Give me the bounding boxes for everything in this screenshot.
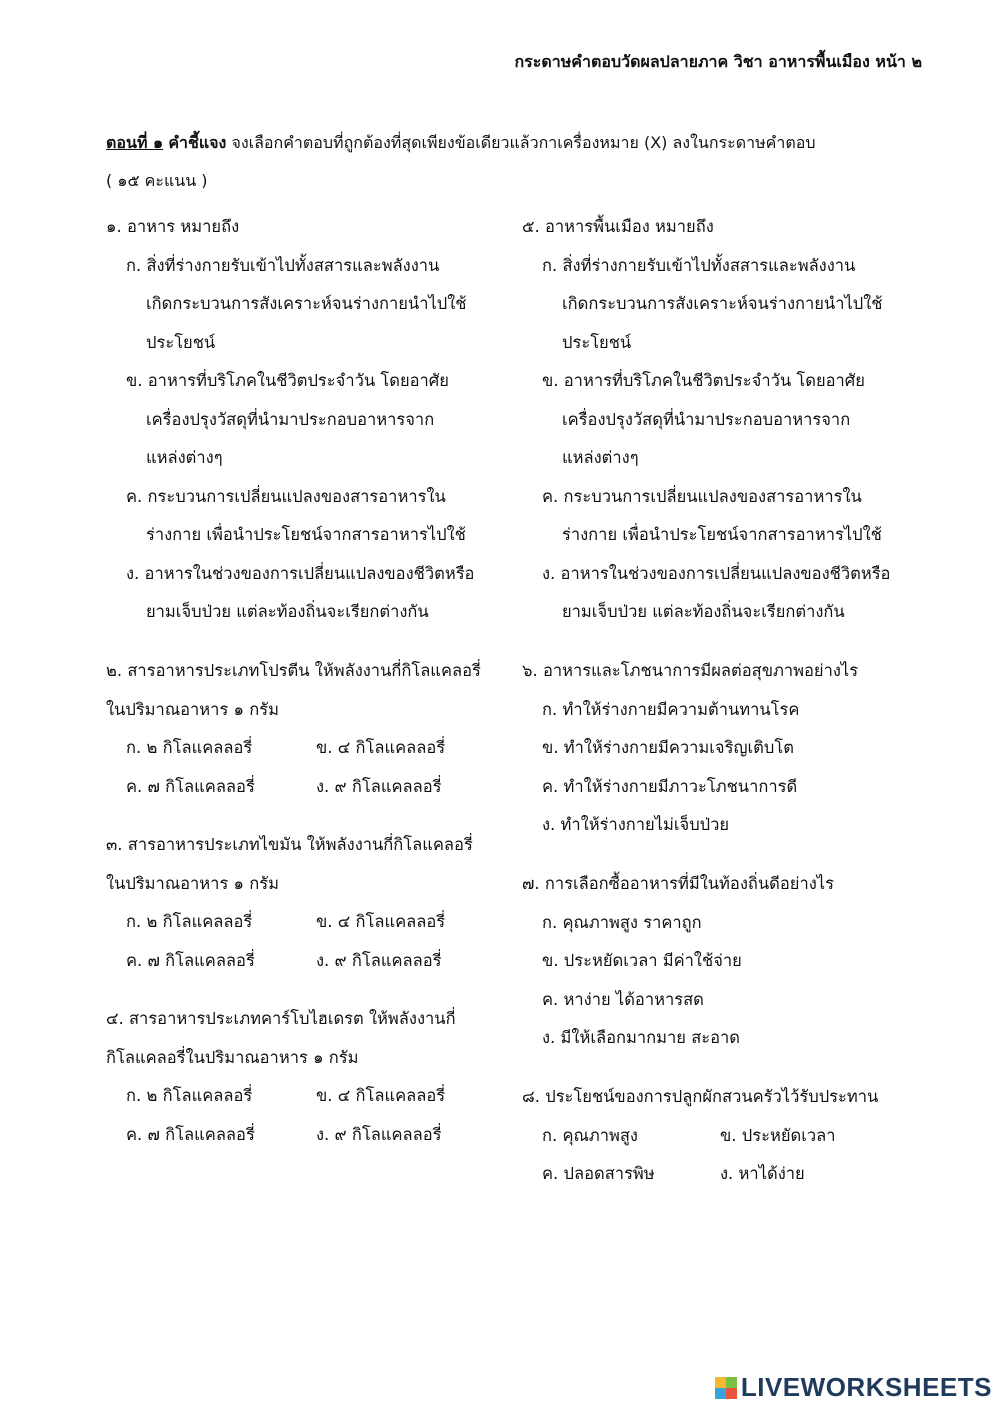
option-line: ประโยชน์: [146, 332, 216, 352]
option[interactable]: ค. ๗ กิโลแคลลอรี่: [126, 950, 255, 970]
option[interactable]: ง. ๙ กิโลแคลลอรี่: [316, 776, 442, 796]
instructions: [106, 124, 906, 200]
logo-icon: [715, 1377, 737, 1399]
option[interactable]: ง. ๙ กิโลแคลลอรี่: [316, 1124, 442, 1144]
option-line: ประโยชน์: [562, 332, 632, 352]
question-stem: ๕. อาหารพื้นเมือง หมายถึง: [522, 217, 714, 236]
brand-name: LIVEWORKSHEETS: [740, 1372, 992, 1402]
stem-line: ในปริมาณอาหาร ๑ กรัม: [106, 699, 279, 719]
option-line: แหล่งต่างๆ: [562, 448, 639, 467]
directions-text: จงเลือกคำตอบที่ถูกต้องที่สุดเพียงข้อเดียวแล้วกาเครื่องหมาย (X) ลงในกระดาษคำตอบ: [231, 133, 816, 152]
option[interactable]: ก. ๒ กิโลแคลลอรี่: [126, 1086, 253, 1105]
option[interactable]: [106, 478, 506, 555]
option[interactable]: ก. ๒ กิโลแคลลอรี่: [126, 738, 253, 757]
option[interactable]: ก. ทำให้ร่างกายมีความต้านทานโรค: [542, 699, 800, 719]
option[interactable]: [522, 362, 922, 478]
option-line: ข. อาหารที่บริโภคในชีวิตประจำวัน โดยอาศัย: [542, 371, 865, 390]
question-6: [522, 652, 922, 845]
option-line: ง. อาหารในช่วงของการเปลี่ยนแปลงของชีวิตหรือ: [126, 563, 475, 583]
directions-label: คำชี้แจง: [168, 133, 227, 152]
question-4: [106, 1000, 506, 1154]
option-line: ข. อาหารที่บริโภคในชีวิตประจำวัน โดยอาศัย: [126, 371, 449, 390]
option-line: ร่างกาย เพื่อนำประโยชน์จากสารอาหารไปใช้: [146, 525, 466, 544]
option[interactable]: ข. ประหยัดเวลา: [720, 1125, 836, 1145]
option-line: ยามเจ็บป่วย แต่ละท้องถิ่นจะเรียกต่างกัน: [562, 602, 845, 621]
option-line: ยามเจ็บป่วย แต่ละท้องถิ่นจะเรียกต่างกัน: [146, 602, 429, 621]
option[interactable]: ข. ๔ กิโลแคลลอรี่: [316, 738, 446, 757]
stem-line: ในปริมาณอาหาร ๑ กรัม: [106, 873, 279, 893]
stem-line: กิโลแคลอรี่ในปริมาณอาหาร ๑ กรัม: [106, 1047, 359, 1067]
question-2: [106, 652, 506, 806]
option-line: ก. สิ่งที่ร่างกายรับเข้าไปทั้งสสารและพลังงาน: [542, 255, 856, 275]
option[interactable]: ก. คุณภาพสูง: [542, 1125, 638, 1145]
option[interactable]: ง. ทำให้ร่างกายไม่เจ็บป่วย: [542, 815, 730, 834]
option[interactable]: ค. ทำให้ร่างกายมีภาวะโภชนาการดี: [542, 776, 798, 796]
question-stem: ๗. การเลือกซื้ออาหารที่มีในท้องถิ่นดีอย่างไร: [522, 874, 834, 893]
logo-square: [715, 1388, 726, 1399]
option-line: เครื่องปรุงวัสดุที่นำมาประกอบอาหารจาก: [146, 409, 435, 429]
option-line: ค. กระบวนการเปลี่ยนแปลงของสารอาหารใน: [126, 486, 446, 506]
stem-line: ๒. สารอาหารประเภทโปรตีน ให้พลังงานกี่กิโลแคลอรี่: [106, 661, 481, 680]
option-line: เกิดกระบวนการสังเคราะห์จนร่างกายนำไปใช้: [146, 294, 467, 313]
option[interactable]: [106, 247, 506, 363]
option[interactable]: ค. หาง่าย ได้อาหารสด: [542, 989, 704, 1009]
question-stem: [106, 652, 506, 729]
logo-square: [715, 1377, 726, 1388]
option[interactable]: ง. หาได้ง่าย: [720, 1164, 805, 1183]
liveworksheets-logo: [715, 1372, 992, 1403]
option[interactable]: [106, 555, 506, 632]
option[interactable]: [522, 478, 922, 555]
option[interactable]: ข. ๔ กิโลแคลลอรี่: [316, 1086, 446, 1105]
option[interactable]: ง. ๙ กิโลแคลลอรี่: [316, 950, 442, 970]
option[interactable]: [522, 555, 922, 632]
question-1: [106, 208, 506, 632]
option[interactable]: [106, 362, 506, 478]
option-line: ก. สิ่งที่ร่างกายรับเข้าไปทั้งสสารและพลังงาน: [126, 255, 440, 275]
logo-square: [726, 1388, 737, 1399]
question-5: [522, 208, 922, 632]
question-stem: [106, 1000, 506, 1077]
stem-line: ๔. สารอาหารประเภทคาร์โบไฮเดรต ให้พลังงานกี่: [106, 1009, 456, 1028]
question-stem: ๘. ประโยชน์ของการปลูกผักสวนครัวไว้รับประทาน: [522, 1087, 879, 1106]
question-stem: [106, 826, 506, 903]
option-line: แหล่งต่างๆ: [146, 448, 223, 467]
score-text: ( ๑๕ คะแนน ): [106, 171, 208, 190]
option[interactable]: ก. คุณภาพสูง ราคาถูก: [542, 912, 702, 932]
option[interactable]: [522, 247, 922, 363]
question-stem: ๖. อาหารและโภชนาการมีผลต่อสุขภาพอย่างไร: [522, 661, 859, 680]
option-line: ร่างกาย เพื่อนำประโยชน์จากสารอาหารไปใช้: [562, 525, 882, 544]
option[interactable]: ข. ๔ กิโลแคลลอรี่: [316, 912, 446, 931]
question-stem: ๑. อาหาร หมายถึง: [106, 217, 240, 236]
option[interactable]: ค. ๗ กิโลแคลลอรี่: [126, 1124, 255, 1144]
option[interactable]: ข. ประหยัดเวลา มีค่าใช้จ่าย: [542, 951, 742, 970]
option[interactable]: ค. ๗ กิโลแคลลอรี่: [126, 776, 255, 796]
logo-square: [726, 1377, 737, 1388]
option[interactable]: ก. ๒ กิโลแคลลอรี่: [126, 912, 253, 931]
option[interactable]: ง. มีให้เลือกมากมาย สะอาด: [542, 1028, 741, 1047]
option[interactable]: ข. ทำให้ร่างกายมีความเจริญเติบโต: [542, 738, 794, 757]
option-line: เครื่องปรุงวัสดุที่นำมาประกอบอาหารจาก: [562, 409, 851, 429]
option-line: เกิดกระบวนการสังเคราะห์จนร่างกายนำไปใช้: [562, 294, 883, 313]
stem-line: ๓. สารอาหารประเภทไขมัน ให้พลังงานกี่กิโลแคลอรี่: [106, 835, 473, 854]
question-7: [522, 865, 922, 1058]
option-line: ค. กระบวนการเปลี่ยนแปลงของสารอาหารใน: [542, 486, 862, 506]
question-3: [106, 826, 506, 980]
part-label: ตอนที่ ๑: [106, 133, 164, 152]
page-header: กระดาษคำตอบวัดผลปลายภาค วิชา อาหารพื้นเมือง หน้า ๒: [514, 52, 922, 71]
option-line: ง. อาหารในช่วงของการเปลี่ยนแปลงของชีวิตหรือ: [542, 563, 891, 583]
option[interactable]: ค. ปลอดสารพิษ: [542, 1164, 655, 1183]
question-8: [522, 1078, 922, 1194]
